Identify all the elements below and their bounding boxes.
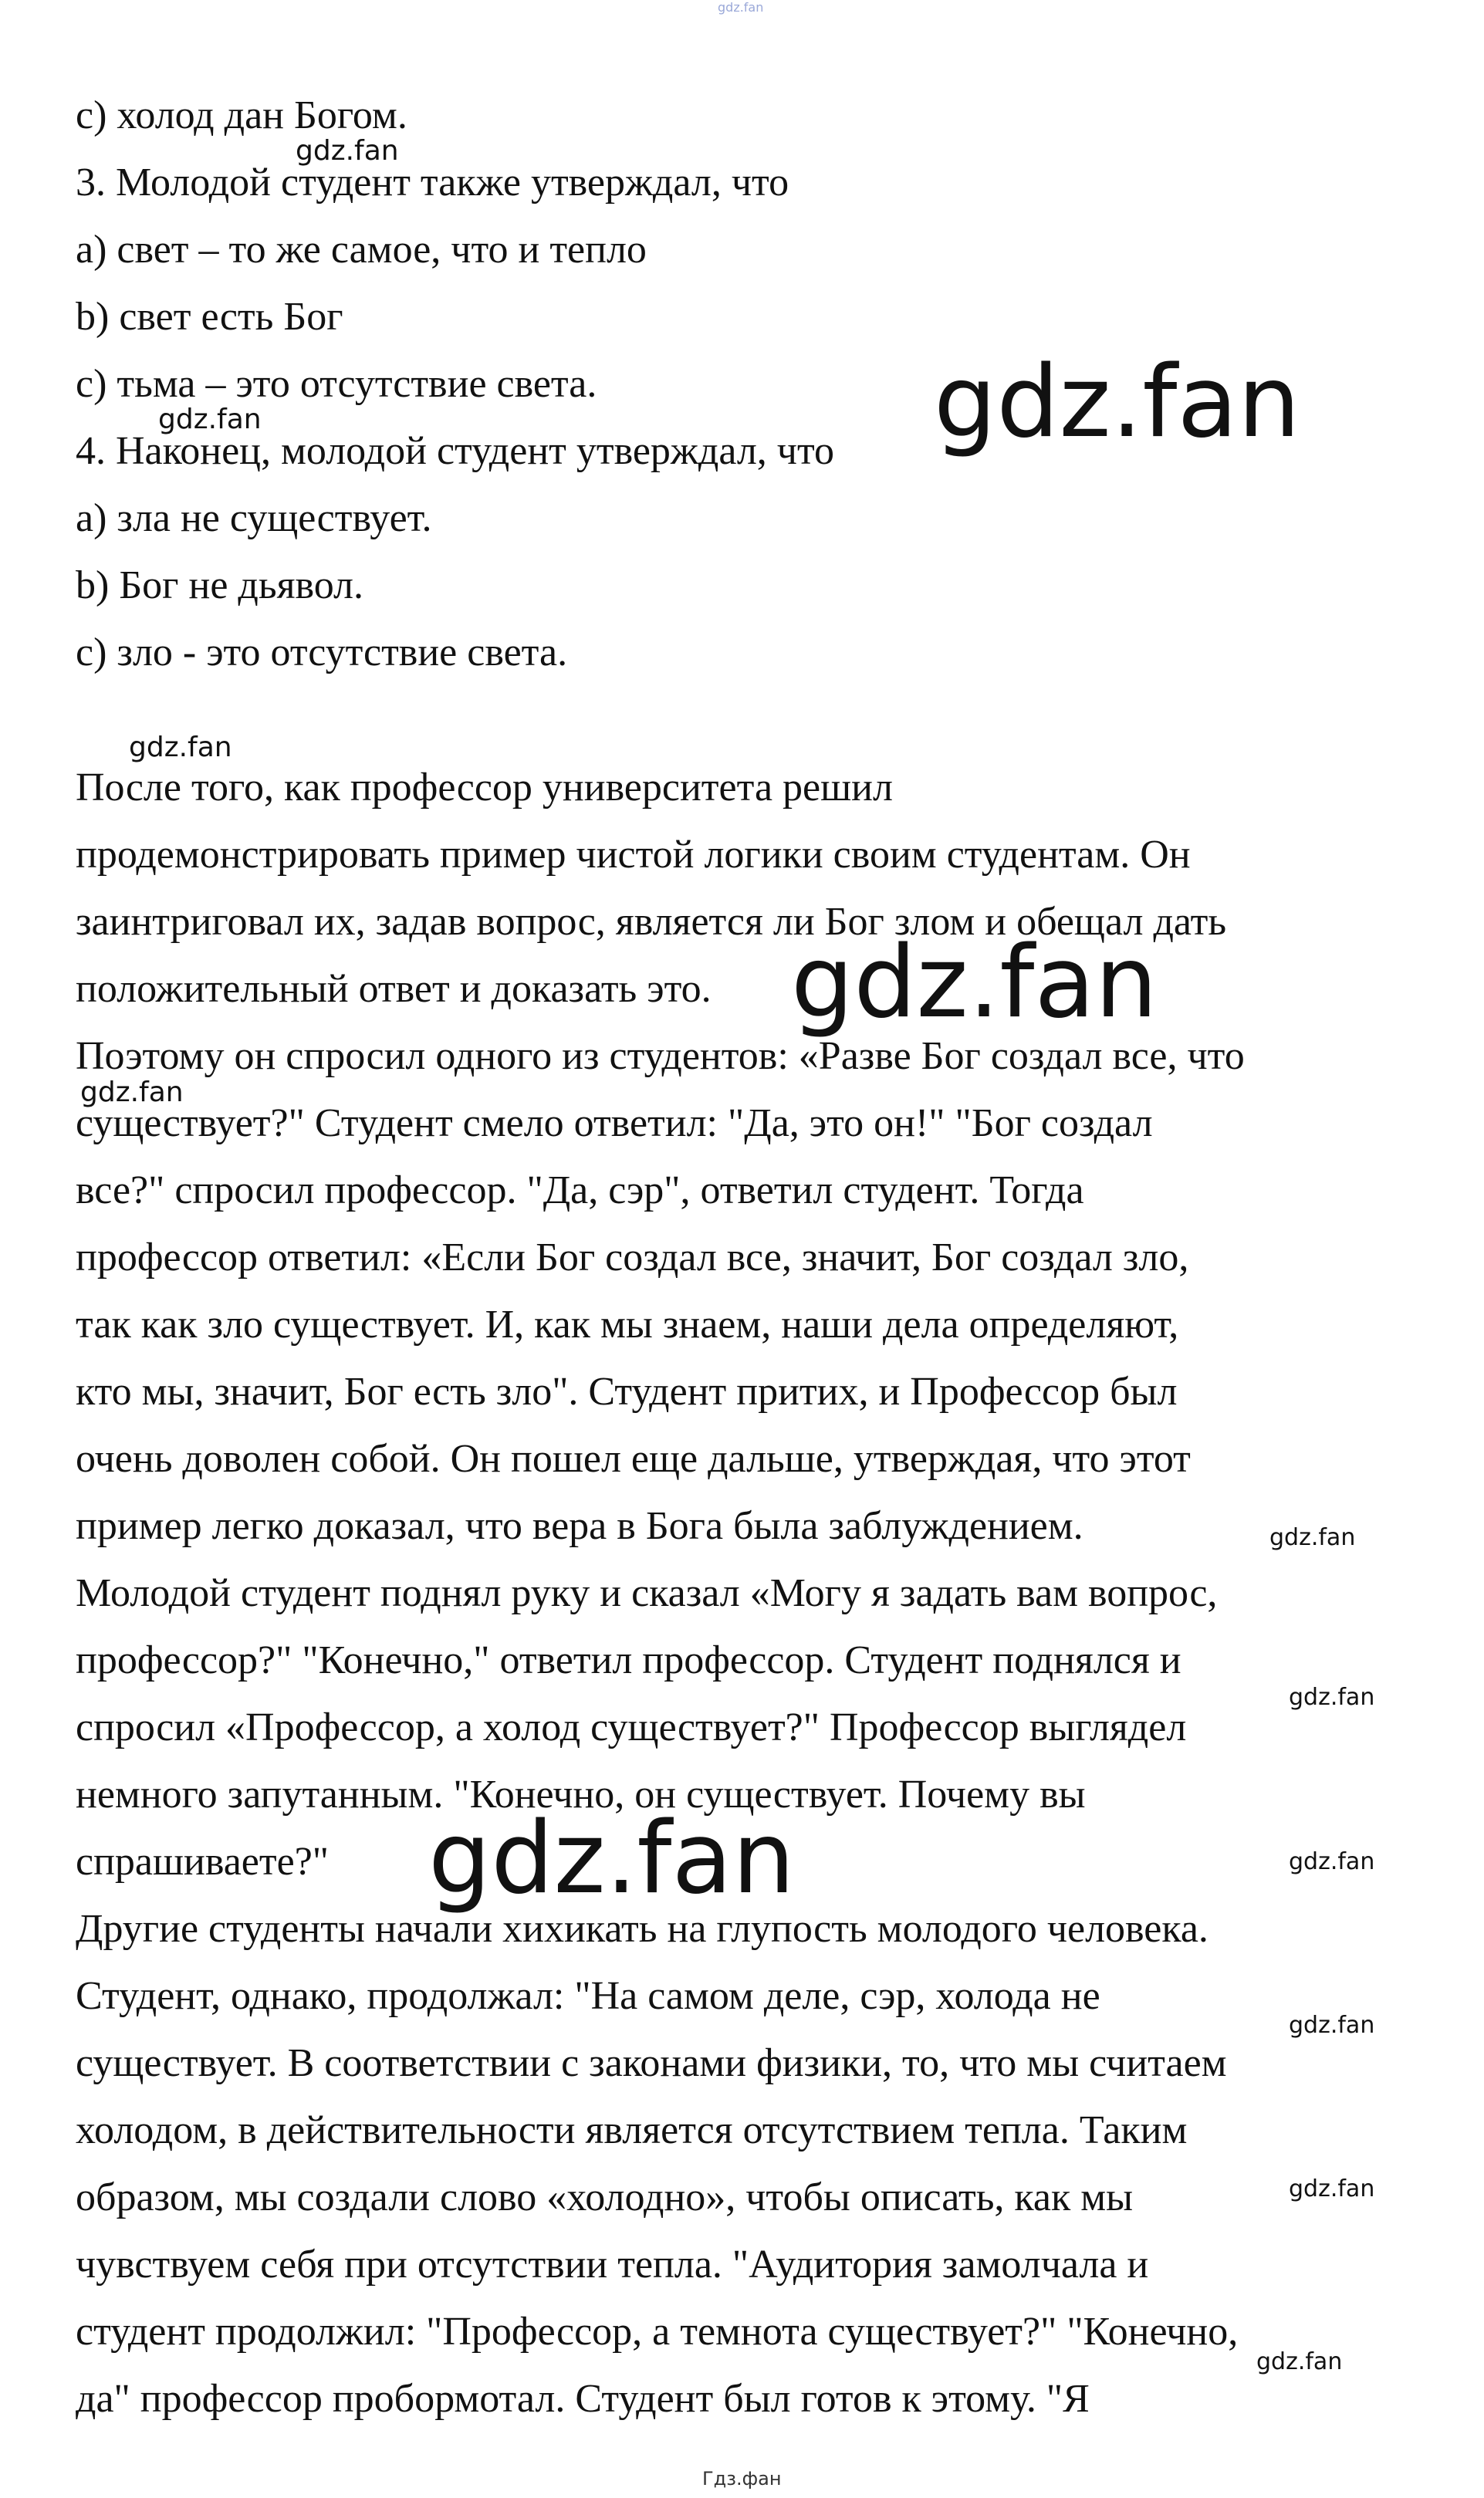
- answer-line: c) тьма – это отсутствие света.: [76, 362, 597, 406]
- paragraph-line: все?" спросил профессор. "Да, сэр", ответил студент. Тогда: [76, 1168, 1084, 1212]
- paragraph-line: Молодой студент поднял руку и сказал «Могу я задать вам вопрос,: [76, 1571, 1218, 1615]
- paragraph-line: немного запутанным. "Конечно, он существует. Почему вы: [76, 1773, 1086, 1817]
- watermark: gdz.fan: [791, 925, 1158, 1040]
- paragraph-line: студент продолжил: "Профессор, а темнота существует?" "Конечно,: [76, 2310, 1239, 2354]
- paragraph-line: очень доволен собой. Он пошел еще дальше, утверждая, что этот: [76, 1437, 1191, 1481]
- paragraph-line: существует?" Студент смело ответил: "Да, это он!" "Бог создал: [76, 1101, 1153, 1145]
- watermark: gdz.fan: [1289, 2012, 1375, 2039]
- watermark: gdz.fan: [1289, 1684, 1375, 1711]
- watermark: gdz.fan: [428, 1801, 795, 1916]
- paragraph-line: так как зло существует. И, как мы знаем, наши дела определяют,: [76, 1303, 1179, 1347]
- paragraph-line: чувствуем себя при отсутствии тепла. "Аудитория замолчала и: [76, 2243, 1149, 2287]
- paragraph-line: пример легко доказал, что вера в Бога была заблуждением.: [76, 1504, 1083, 1548]
- watermark-top: gdz.fan: [718, 0, 764, 15]
- watermark: gdz.fan: [1289, 1848, 1375, 1875]
- paragraph-line: да" профессор пробормотал. Студент был готов к этому. "Я: [76, 2377, 1090, 2421]
- watermark: gdz.fan: [1256, 2348, 1343, 2375]
- answer-line: c) зло - это отсутствие света.: [76, 630, 568, 674]
- answer-line: a) свет – то же самое, что и тепло: [76, 228, 647, 272]
- watermark: gdz.fan: [934, 345, 1300, 460]
- watermark: gdz.fan: [80, 1077, 184, 1108]
- answer-line: a) зла не существует.: [76, 496, 432, 540]
- question-line: 4. Наконец, молодой студент утверждал, что: [76, 429, 834, 473]
- paragraph-line: заинтриговал их, задав вопрос, является ли Бог злом и обещал дать: [76, 900, 1227, 944]
- answer-line: c) холод дан Богом.: [76, 93, 407, 137]
- paragraph-line: существует. В соответствии с законами физики, то, что мы считаем: [76, 2041, 1227, 2085]
- paragraph-line: После того, как профессор университета решил: [76, 766, 893, 810]
- answer-line: b) Бог не дьявол.: [76, 563, 363, 607]
- paragraph-line: Другие студенты начали хихикать на глупость молодого человека.: [76, 1907, 1208, 1951]
- paragraph-line: Поэтому он спросил одного из студентов: «Разве Бог создал все, что: [76, 1034, 1245, 1078]
- paragraph-line: положительный ответ и доказать это.: [76, 967, 712, 1011]
- paragraph-line: кто мы, значит, Бог есть зло". Студент притих, и Профессор был: [76, 1370, 1178, 1414]
- watermark: gdz.fan: [296, 135, 399, 167]
- paragraph-line: продемонстрировать пример чистой логики своим студентам. Он: [76, 833, 1191, 877]
- watermark: gdz.fan: [1289, 2175, 1375, 2202]
- paragraph-line: Студент, однако, продолжал: "На самом деле, сэр, холода не: [76, 1974, 1100, 2018]
- watermark: gdz.fan: [1269, 1524, 1356, 1551]
- paragraph-line: образом, мы создали слово «холодно», чтобы описать, как мы: [76, 2175, 1134, 2219]
- question-line: 3. Молодой студент также утверждал, что: [76, 161, 789, 205]
- answer-line: b) свет есть Бог: [76, 295, 343, 339]
- watermark-bottom: Гдз.фан: [702, 2468, 782, 2490]
- paragraph-line: профессор ответил: «Если Бог создал все, значит, Бог создал зло,: [76, 1235, 1189, 1279]
- paragraph-line: спрашиваете?": [76, 1840, 329, 1884]
- watermark: gdz.fan: [129, 732, 232, 763]
- paragraph-line: холодом, в действительности является отсутствием тепла. Таким: [76, 2108, 1188, 2152]
- paragraph-line: профессор?" "Конечно," ответил профессор. Студент поднялся и: [76, 1638, 1181, 1682]
- watermark: gdz.fan: [158, 404, 262, 435]
- paragraph-line: спросил «Профессор, а холод существует?" Профессор выглядел: [76, 1705, 1187, 1749]
